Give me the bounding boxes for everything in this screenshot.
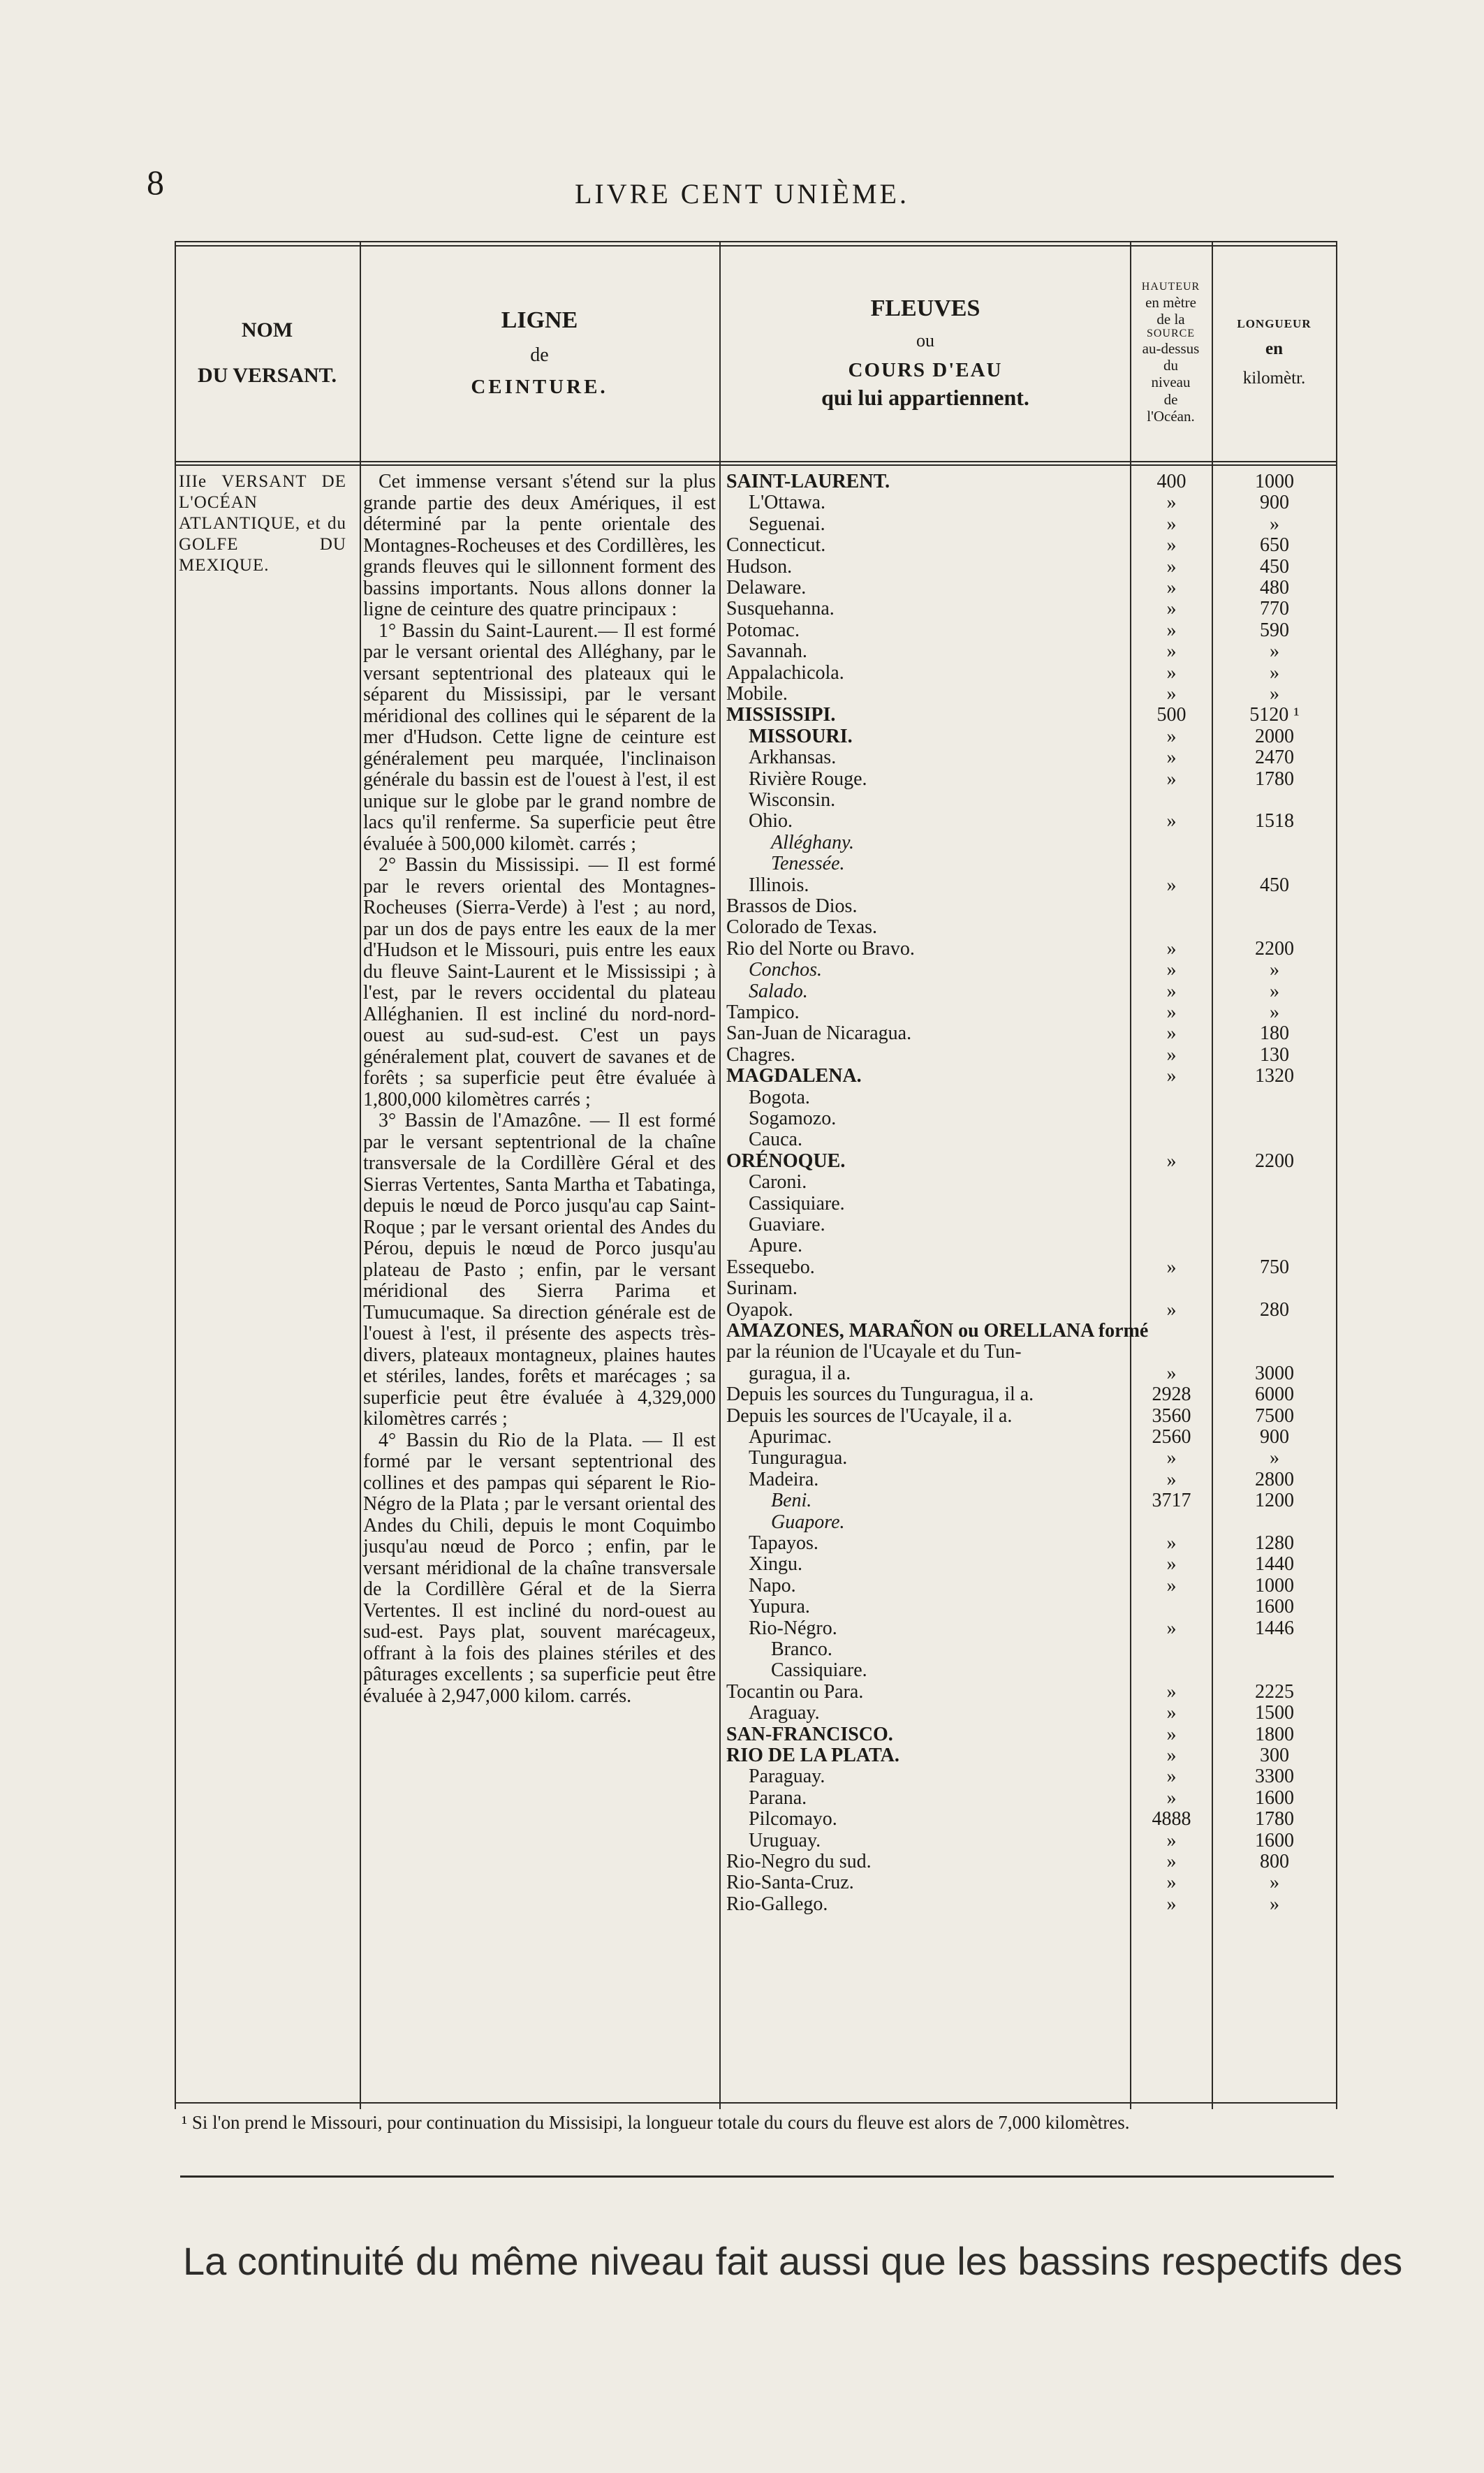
header-hauteur	[1131, 248, 1210, 457]
longueur-value: 3300	[1255, 1766, 1294, 1788]
header-text: LONGUEUR	[1237, 317, 1312, 331]
hauteur-value: »	[1166, 534, 1177, 557]
hauteur-value: 4888	[1152, 1808, 1191, 1830]
header-text: LIGNE	[501, 307, 578, 334]
river-name: Uruguay.	[749, 1829, 821, 1851]
longueur-value: 2200	[1255, 1150, 1294, 1172]
hauteur-value: »	[1166, 513, 1177, 535]
hauteur-value	[1142, 1321, 1201, 1342]
river-name: SAN-FRANCISCO.	[726, 1723, 893, 1745]
hauteur-value: »	[1166, 640, 1177, 663]
header-longueur	[1214, 248, 1335, 457]
river-name: Rio-Gallego.	[726, 1893, 828, 1915]
hauteur-value: »	[1166, 725, 1177, 747]
river-name: Oyapok.	[726, 1298, 793, 1321]
hauteur-value	[1142, 917, 1201, 938]
longueur-value: 2800	[1255, 1468, 1294, 1490]
longueur-value	[1219, 1172, 1330, 1193]
rule	[1130, 241, 1131, 2109]
river-name: MISSISSIPI.	[726, 704, 836, 726]
hauteur-value: »	[1166, 1065, 1177, 1087]
footnote: ¹ Si l'on prend le Missouri, pour continuation du Missisipi, la longueur totale du cours du fleuve est alors de 7,000 kilomètres.	[182, 2112, 1130, 2133]
hauteur-value: »	[1166, 1745, 1177, 1766]
longueur-value: 280	[1260, 1298, 1289, 1321]
river-name: Rio-Negro du sud.	[726, 1851, 872, 1872]
longueur-value: 1500	[1255, 1702, 1294, 1724]
hauteur-value	[1142, 1215, 1201, 1235]
longueur-value: 1600	[1255, 1829, 1294, 1851]
longueur-value: »	[1270, 1872, 1279, 1894]
header-text: DU VERSANT.	[198, 364, 337, 387]
hauteur-value: »	[1166, 1766, 1177, 1788]
river-name: Tenessée.	[771, 853, 845, 875]
longueur-value	[1219, 1512, 1330, 1533]
header-text: FLEUVES	[870, 295, 980, 322]
longueur-value: »	[1270, 1893, 1279, 1915]
hauteur-value	[1142, 1108, 1201, 1129]
river-name: Salado.	[749, 980, 808, 1002]
longueur-value	[1219, 1321, 1330, 1342]
header-text: de	[1163, 390, 1178, 408]
river-name: Ohio.	[749, 810, 793, 832]
river-name: Cassiquiare.	[749, 1192, 845, 1215]
river-name: Delaware.	[726, 577, 807, 599]
river-name: Apurimac.	[749, 1426, 832, 1448]
longueur-value: 770	[1260, 598, 1289, 620]
longueur-value: 900	[1260, 492, 1289, 514]
ceinture-text	[363, 471, 716, 1707]
longueur-value: 590	[1260, 619, 1289, 641]
river-name: Tampico.	[726, 1001, 800, 1023]
river-name: Beni.	[771, 1490, 812, 1512]
river-name: Apure.	[749, 1235, 802, 1257]
longueur-value: 130	[1260, 1043, 1289, 1066]
river-name: Tocantin ou Para.	[726, 1680, 864, 1703]
river-name: Caroni.	[749, 1171, 807, 1194]
river-name: Hudson.	[726, 555, 793, 578]
header-text: ou	[916, 330, 934, 351]
page-number: 8	[147, 163, 164, 202]
longueur-value: 1780	[1255, 768, 1294, 790]
river-name: Connecticut.	[726, 534, 826, 557]
header-ligne	[370, 248, 709, 457]
longueur-value: »	[1270, 640, 1279, 663]
longueur-value	[1219, 917, 1330, 938]
hauteur-value: »	[1166, 555, 1177, 578]
longueur-value: »	[1270, 980, 1279, 1002]
longueur-value: 800	[1260, 1851, 1289, 1872]
longueur-value: »	[1270, 1001, 1279, 1023]
river-name: Cauca.	[749, 1129, 802, 1151]
rule	[175, 241, 1337, 242]
longueur-value: 5120 ¹	[1249, 704, 1300, 726]
header-fleuves	[726, 248, 1124, 457]
ceinture-paragraph: 2° Bassin du Mississipi. — Il est formé par le revers oriental des Montagnes-Rocheuses (Sierra-Verde) à l'est ; au nord, par un dos de pays entre les eaux de la mer d'Hudson et le Missouri, puis entre les eaux du fleuve Saint-Laurent et le Mississipi ; à l'est, par le revers occidental du plateau Alléghanien. Il est incliné du nord-nord-ouest au sud-sud-est. C'est un pays généralement plat, couvert de savanes et de forêts ; sa superficie peut être évaluée à 1,800,000 kilomètres carrés ;	[363, 854, 716, 1110]
river-name: Wisconsin.	[749, 789, 836, 811]
hauteur-value: »	[1166, 1022, 1177, 1045]
longueur-value: 2000	[1255, 725, 1294, 747]
river-name: Rio-Négro.	[749, 1617, 837, 1639]
longueur-value: 1800	[1255, 1723, 1294, 1745]
longueur-value: 1200	[1255, 1490, 1294, 1512]
river-name: Sogamozo.	[749, 1108, 837, 1129]
longueur-value: 650	[1260, 534, 1289, 557]
longueur-value: 7500	[1255, 1404, 1294, 1427]
longueur-value	[1219, 896, 1330, 917]
hauteur-value	[1142, 1660, 1201, 1681]
ceinture-paragraph: 3° Bassin de l'Amazône. — Il est formé par le versant septentrional de la chaîne transversale de la Cordillère Géral et des Sierras Vertentes, Santa Martha et Tabatinga, depuis le nœud de Porco jusqu'au cap Saint-Roque ; par le versant oriental des Andes du Pérou, depuis le nœud de Porco jusqu'au plateau de Pasto ; enfin, par le versant méridional des Sierra Parima et Tumucumaque. Sa direction générale est de l'ouest à l'est, il présente des aspects très-divers, plateaux montagneux, plaines hautes et stériles, landes, forêts et marécages ; sa superficie peut être évaluée à 4,329,000 kilomètres carrés ;	[363, 1110, 716, 1430]
header-text: au-dessus	[1142, 340, 1200, 358]
hauteur-value: 500	[1156, 704, 1187, 726]
river-name: Napo.	[749, 1574, 796, 1597]
longueur-value	[1219, 832, 1330, 853]
longueur-value: »	[1270, 661, 1279, 684]
river-name: SAINT-LAURENT.	[726, 471, 890, 492]
river-name: Araguay.	[749, 1702, 820, 1724]
ceinture-paragraph: 1° Bassin du Saint-Laurent.— Il est formé par le versant oriental des Alléghany, par le versant septentrional des plateaux qui le séparent du Mississipi, par le versant méridional des collines qui le séparent de la mer d'Hudson. Cette ligne de ceinture est généralement peu marquée, l'inclinaison générale du bassin est de l'ouest à l'est, il est unique sur le globe par le grand nombre de lacs qu'il renferme. Sa superficie peut être évaluée à 500,000 kilomèt. carrés ;	[363, 619, 716, 855]
longueur-value: 1000	[1255, 471, 1294, 492]
header-text: de la	[1156, 310, 1185, 328]
header-nom	[182, 248, 353, 457]
river-name: Mobile.	[726, 683, 788, 705]
river-name: Appalachicola.	[726, 661, 844, 684]
river-name: Branco.	[771, 1638, 832, 1660]
longueur-value	[1219, 853, 1330, 874]
longueur-value: 1780	[1255, 1808, 1294, 1830]
river-name: par la réunion de l'Ucayale et du Tun-	[726, 1341, 1022, 1363]
river-name: Rivière Rouge.	[749, 768, 867, 790]
longueur-value: 3000	[1255, 1362, 1294, 1384]
longueur-value: 180	[1260, 1022, 1289, 1045]
hauteur-value: »	[1166, 577, 1177, 599]
longueur-value: »	[1270, 683, 1279, 705]
river-name: Cassiquiare.	[771, 1659, 867, 1682]
hauteur-value: »	[1166, 1786, 1177, 1809]
river-name: Paraguay.	[749, 1766, 825, 1788]
hauteur-value	[1142, 1194, 1201, 1215]
hauteur-value: »	[1166, 1702, 1177, 1724]
river-name: Depuis les sources de l'Ucayale, il a.	[726, 1404, 1013, 1427]
river-name: Susquehanna.	[726, 598, 835, 620]
hauteur-value: »	[1166, 1043, 1177, 1066]
river-name: Rio-Santa-Cruz.	[726, 1872, 854, 1894]
hauteur-value: »	[1166, 937, 1177, 960]
longueur-value	[1219, 1194, 1330, 1215]
longueur-value: 1320	[1255, 1065, 1294, 1087]
hauteur-value	[1142, 1129, 1201, 1150]
hauteur-value	[1142, 790, 1201, 811]
river-name: Colorado de Texas.	[726, 916, 878, 939]
longueur-value: 1446	[1255, 1617, 1294, 1639]
river-name: Alléghany.	[771, 831, 854, 853]
river-name: Yupura.	[749, 1596, 810, 1618]
longueur-value: 2200	[1255, 937, 1294, 960]
header-text: qui lui appartiennent.	[821, 384, 1029, 410]
river-name: Surinam.	[726, 1277, 798, 1300]
river-name: L'Ottawa.	[749, 492, 826, 514]
river-name: Madeira.	[749, 1468, 819, 1490]
river-name: Potomac.	[726, 619, 800, 641]
hauteur-value	[1142, 1597, 1201, 1617]
hauteur-value: »	[1166, 1893, 1177, 1915]
hauteur-value	[1142, 896, 1201, 917]
hauteur-value	[1142, 1278, 1201, 1299]
river-name: Guaviare.	[749, 1214, 825, 1235]
header-text: de	[530, 344, 549, 366]
hauteur-value: »	[1166, 661, 1177, 684]
longueur-value: 450	[1260, 555, 1289, 578]
hauteur-value: »	[1166, 874, 1177, 896]
rule	[175, 241, 176, 2109]
longueur-value	[1219, 1108, 1330, 1129]
river-name: Illinois.	[749, 874, 809, 896]
hauteur-value	[1142, 1639, 1201, 1660]
longueur-value: 450	[1260, 874, 1289, 896]
hauteur-value: »	[1166, 492, 1177, 514]
river-name: Seguenai.	[749, 513, 825, 535]
river-name: Arkhansas.	[749, 747, 837, 769]
river-name: Brassos de Dios.	[726, 895, 858, 917]
header-text: niveau	[1151, 374, 1191, 391]
hauteur-value: »	[1166, 1723, 1177, 1745]
river-name: ORÉNOQUE.	[726, 1150, 846, 1172]
longueur-value: »	[1270, 959, 1279, 981]
hauteur-value: »	[1166, 1574, 1177, 1597]
hauteur-value: »	[1166, 1680, 1177, 1703]
rule	[180, 2175, 1334, 2178]
river-name: MISSOURI.	[749, 725, 853, 747]
versant-name: IIIe VERSANT DE L'OCÉAN ATLANTIQUE, et du GOLFE DU MEXIQUE.	[179, 472, 346, 575]
river-name: Pilcomayo.	[749, 1808, 837, 1830]
longueur-value	[1219, 1639, 1330, 1660]
hauteur-value: »	[1166, 747, 1177, 769]
longueur-value: 1600	[1255, 1786, 1294, 1809]
river-name: Bogota.	[749, 1086, 810, 1108]
river-name: guragua, il a.	[749, 1362, 851, 1384]
hauteur-value: 3717	[1152, 1490, 1191, 1512]
rivers-table	[175, 241, 1337, 2109]
longueur-value: 1000	[1255, 1574, 1294, 1597]
longueur-value	[1219, 1215, 1330, 1235]
header-text: kilomètr.	[1242, 368, 1306, 388]
river-name: San-Juan de Nicaragua.	[726, 1022, 912, 1045]
hauteur-value: »	[1166, 1256, 1177, 1278]
hauteur-value: »	[1166, 683, 1177, 705]
rule	[1336, 241, 1337, 2109]
river-name: Tunguragua.	[749, 1447, 848, 1469]
longueur-value: 2470	[1255, 747, 1294, 769]
longueur-value: 300	[1260, 1745, 1289, 1766]
hauteur-value: 400	[1156, 471, 1187, 492]
rule	[719, 241, 721, 2109]
river-name: MAGDALENA.	[726, 1065, 862, 1087]
rule	[360, 241, 361, 2109]
longueur-value	[1219, 1342, 1330, 1363]
river-name: Rio del Norte ou Bravo.	[726, 937, 915, 960]
hauteur-value	[1142, 832, 1201, 853]
longueur-value: 1440	[1255, 1553, 1294, 1576]
longueur-value: 750	[1260, 1256, 1289, 1278]
hauteur-value: »	[1166, 768, 1177, 790]
hauteur-value: »	[1166, 598, 1177, 620]
header-text: en	[1265, 339, 1283, 359]
header-text: l'Océan.	[1147, 407, 1195, 425]
hauteur-value: »	[1166, 1150, 1177, 1172]
rule	[1212, 241, 1213, 2109]
longueur-value	[1219, 1235, 1330, 1256]
river-name: Xingu.	[749, 1553, 802, 1576]
longueur-value	[1219, 1660, 1330, 1681]
longueur-value: »	[1270, 513, 1279, 535]
continuation-line: La continuité du même niveau fait aussi que les bassins respectifs des	[183, 2239, 1403, 2283]
hauteur-value: 2560	[1152, 1426, 1191, 1448]
rule	[175, 464, 1337, 466]
longueur-value: 900	[1260, 1426, 1289, 1448]
river-name: Parana.	[749, 1786, 807, 1809]
river-name: Guapore.	[771, 1511, 845, 1533]
ceinture-paragraph: 4° Bassin du Rio de la Plata. — Il est formé par le versant septentrional des collines et des pampas qui séparent le Rio-Négro de la Plata ; par le versant oriental des Andes du Chili, depuis le mont Coquimbo jusqu'au nœud de Porco ; enfin, par le versant méridional de la chaîne transversale de la Cordillère Géral et de la Sierra Vertentes. Il est incliné du nord-ouest au sud-est. Pays plat, souvent marécageux, offrant à la fois des plaines stériles et des pâturages excellents ; sa superficie peut être évaluée à 2,947,000 kilom. carrés.	[363, 1429, 716, 1707]
hauteur-value: »	[1166, 1553, 1177, 1576]
river-name: Essequebo.	[726, 1256, 815, 1278]
hauteur-value: »	[1166, 1447, 1177, 1469]
hauteur-value	[1142, 1235, 1201, 1256]
river-name: Conchos.	[749, 959, 822, 981]
longueur-value: 1600	[1255, 1596, 1294, 1618]
rule	[175, 245, 1337, 247]
longueur-value	[1219, 790, 1330, 811]
hauteur-value: »	[1166, 1001, 1177, 1023]
hauteur-value	[1142, 1172, 1201, 1193]
longueur-value: 480	[1260, 577, 1289, 599]
hauteur-value: »	[1166, 980, 1177, 1002]
running-head: LIVRE CENT UNIÈME.	[575, 178, 909, 210]
longueur-value: »	[1270, 1447, 1279, 1469]
hauteur-value: »	[1166, 1851, 1177, 1872]
longueur-value: 6000	[1255, 1384, 1294, 1406]
river-name: AMAZONES, MARAÑON ou ORELLANA formé	[726, 1320, 1149, 1342]
river-name: Savannah.	[726, 640, 807, 663]
hauteur-value	[1142, 1512, 1201, 1533]
hauteur-value: »	[1166, 1468, 1177, 1490]
hauteur-value	[1142, 1087, 1201, 1108]
header-text: en mètre	[1145, 293, 1196, 311]
header-text: SOURCE	[1146, 327, 1196, 339]
river-name: Chagres.	[726, 1043, 795, 1066]
longueur-value	[1219, 1278, 1330, 1299]
river-name: RIO DE LA PLATA.	[726, 1745, 899, 1766]
hauteur-value: »	[1166, 1362, 1177, 1384]
hauteur-value: »	[1166, 1872, 1177, 1894]
longueur-value	[1219, 1129, 1330, 1150]
hauteur-value: »	[1166, 619, 1177, 641]
hauteur-value: »	[1166, 810, 1177, 832]
rule	[175, 461, 1337, 462]
header-text: CEINTURE.	[471, 375, 608, 398]
hauteur-value: »	[1166, 1298, 1177, 1321]
hauteur-value: »	[1166, 959, 1177, 981]
hauteur-value: »	[1166, 1617, 1177, 1639]
river-name: Tapayos.	[749, 1532, 818, 1554]
longueur-value	[1219, 1087, 1330, 1108]
hauteur-value	[1142, 1342, 1201, 1363]
hauteur-value: »	[1166, 1829, 1177, 1851]
header-text: HAUTEUR	[1141, 281, 1200, 293]
hauteur-value: 3560	[1152, 1404, 1191, 1427]
header-text: COURS D'EAU	[848, 359, 1003, 382]
longueur-value: 1280	[1255, 1532, 1294, 1554]
longueur-value: 2225	[1255, 1680, 1294, 1703]
hauteur-value	[1142, 853, 1201, 874]
ceinture-paragraph: Cet immense versant s'étend sur la plus grande partie des deux Amériques, il est déterminé par la pente orientale des Montagnes-Rocheuses et des Cordillères, les grands fleuves qui le sillonnent forment des bassins importants. Nous allons donner la ligne de ceinture des quatre principaux :	[363, 471, 716, 620]
header-text: NOM	[241, 318, 293, 342]
longueur-value: 1518	[1255, 810, 1294, 832]
header-text: du	[1163, 357, 1178, 374]
hauteur-value: 2928	[1152, 1384, 1191, 1406]
hauteur-value: »	[1166, 1532, 1177, 1554]
river-name: Depuis les sources du Tunguragua, il a.	[726, 1384, 1034, 1406]
rule	[175, 2102, 1337, 2104]
